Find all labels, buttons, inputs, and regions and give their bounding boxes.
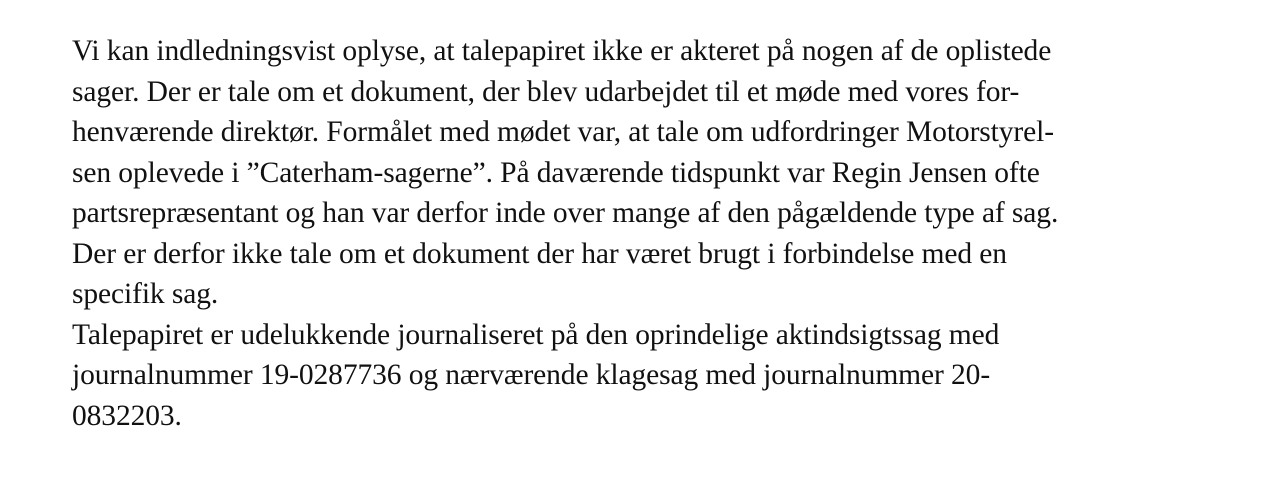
text-line: henværende direktør. Formålet med mødet var, at tale om udfordringer Motorstyrel- xyxy=(72,116,1054,148)
text-line: partsrepræsentant og han var derfor inde over mange af den pågældende type af sag. xyxy=(72,197,1059,229)
document-body xyxy=(72,31,1262,436)
paragraph-explanation xyxy=(72,31,1262,315)
text-line: 0832203. xyxy=(72,399,182,432)
text-line: journalnummer 19-0287736 og nærværende klagesag med journalnummer 20- xyxy=(72,359,991,391)
text-line: Vi kan indledningsvist oplyse, at talepapiret ikke er akteret på nogen af de oplistede xyxy=(72,35,1052,67)
paragraph-journal-info xyxy=(72,315,1262,437)
text-line: sager. Der er tale om et dokument, der blev udarbejdet til et møde med vores for- xyxy=(72,75,1020,108)
text-line: Talepapiret er udelukkende journaliseret på den oprindelige aktindsigtssag med xyxy=(72,318,1000,351)
text-line: sen oplevede i ”Caterham-sagerne”. På daværende tidspunkt var Regin Jensen ofte xyxy=(72,156,1040,189)
text-line: Der er derfor ikke tale om et dokument der har været brugt i forbindelse med en xyxy=(72,237,1007,270)
text-line: specifik sag. xyxy=(72,278,219,310)
